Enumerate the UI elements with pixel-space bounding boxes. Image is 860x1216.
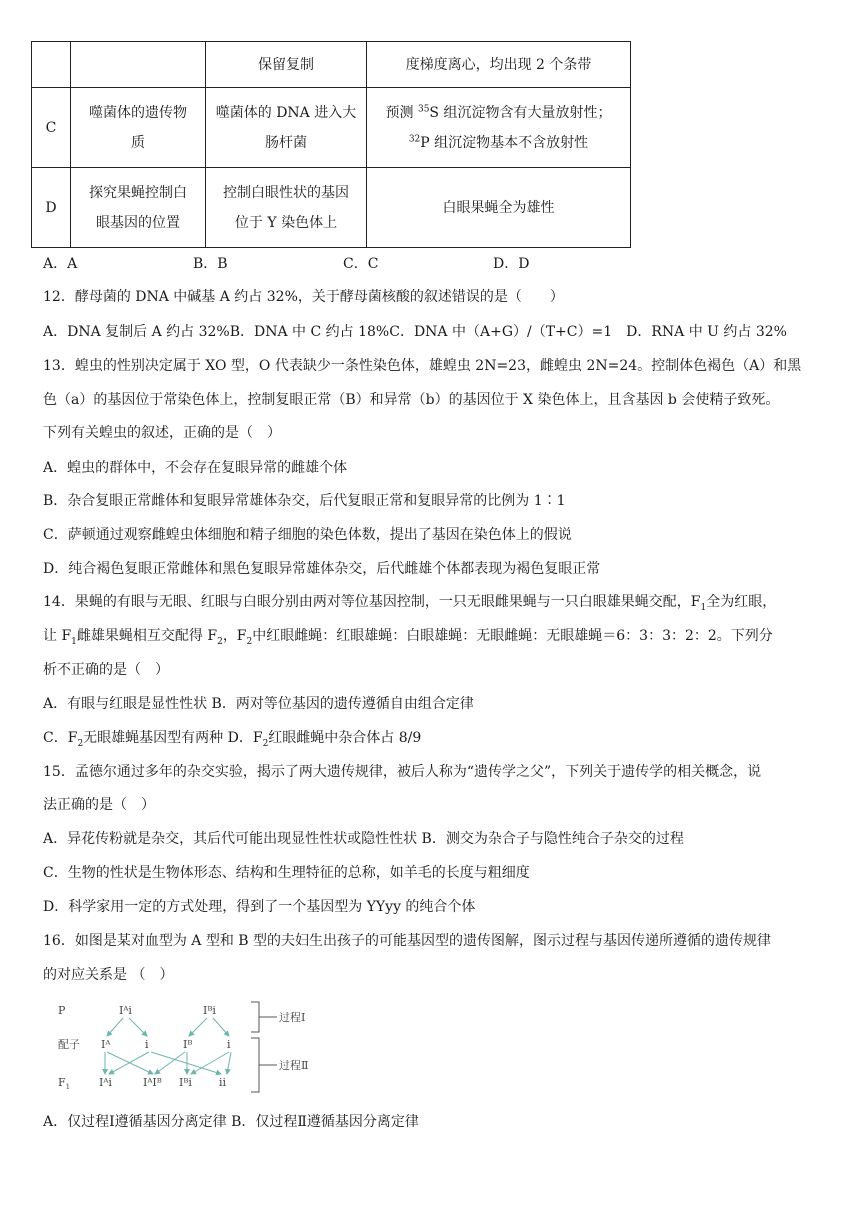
q14-stem-line: 14．果蝇的有眼与无眼、红眼与白眼分别由两对等位基因控制，一只无眼雌果蝇与一只白眼雄果蝇交配，$F_1$全为红眼， [43, 594, 777, 613]
cell-line: $^{32}$P 组沉淀物基本不含放射性 [408, 133, 589, 151]
cell-line: 肠杆菌 [265, 134, 307, 151]
table-cell [367, 88, 631, 168]
row-label: D [32, 168, 71, 248]
offspring-genotype: IᴬIᴮ [143, 1076, 162, 1089]
cell-line: 噬菌体的遗传物 [89, 104, 187, 121]
gamete: Iᴬ [101, 1038, 111, 1051]
table-cell [71, 168, 206, 248]
cross-arrows [105, 1018, 231, 1074]
gamete: i [227, 1038, 231, 1051]
table-row [32, 42, 631, 88]
q15-stem-line: 法正确的是（ ） [43, 797, 155, 813]
table-cell [71, 88, 206, 168]
q12-options: A．DNA 复制后 A 约占 32%B．DNA 中 C 约占 18%C．DNA 中（A+G）/（T+C）=1 D．RNA 中 U 约占 32% [43, 324, 787, 340]
q14-options-cd: C．$F_2$无眼雄蝇基因型有两种 D．$F_2$红眼雌蝇中杂合体占 8/9 [43, 730, 422, 749]
row-label: C [32, 88, 71, 168]
table-cell [206, 168, 367, 248]
q16-stem-line: 的对应关系是 （ ） [43, 967, 174, 983]
genetic-cross-diagram [55, 998, 335, 1098]
cell-line: 位于 Y 染色体上 [234, 214, 338, 231]
table-row [32, 168, 631, 248]
q16-options: A．仅过程Ⅰ遵循基因分离定律 B．仅过程Ⅱ遵循基因分离定律 [43, 1114, 419, 1130]
q16-stem-line: 16．如图是某对血型为 A 型和 B 型的夫妇生出孩子的可能基因型的遗传图解，图示过程与基因传递所遵循的遗传规律 [43, 933, 772, 949]
parent-2-genotype: Iᴮi [203, 1004, 216, 1017]
row-label-f1: $F_1$ [58, 1076, 71, 1091]
q13-option-c: C．萨顿通过观察雌蝗虫体细胞和精子细胞的染色体数，提出了基因在染色体上的假说 [43, 527, 572, 543]
q13-stem-line: 下列有关蝗虫的叙述，正确的是（ ） [43, 425, 281, 441]
row-label-gamete: 配子 [58, 1038, 80, 1051]
offspring-genotype: Iᴮi [179, 1076, 192, 1089]
table-cell: 白眼果蝇全为雄性 [367, 168, 631, 248]
q13-stem-line: 色（a）的基因位于常染色体上，控制复眼正常（B）和异常（b）的基因位于 X 染色体上，且含基因 b 会使精子致死。 [43, 392, 780, 408]
table-row [32, 88, 631, 168]
q13-option-b: B．杂合复眼正常雌体和复眼异常雄体杂交，后代复眼正常和复眼异常的比例为 1∶1 [43, 493, 566, 509]
q15-option-c: C．生物的性状是生物体形态、结构和生理特征的总称，如羊毛的长度与粗细度 [43, 865, 530, 881]
cell-line: 控制白眼性状的基因 [223, 184, 349, 201]
cell-line: 预测 $^{35}$S 组沉淀物含有大量放射性； [385, 103, 612, 121]
question-table [31, 41, 631, 248]
q13-stem-line: 13．蝗虫的性别决定属于 XO 型，O 代表缺少一条性染色体，雄蝗虫 2N=23，雌蝗虫 2N=24。控制体色褐色（A）和黑 [43, 358, 802, 374]
table-cell [32, 42, 71, 88]
cell-line: 噬菌体的 DNA 进入大 [215, 104, 357, 121]
table-cell [71, 42, 206, 88]
q13-option-a: A．蝗虫的群体中，不会存在复眼异常的雌雄个体 [43, 460, 348, 476]
option-d: D．D [493, 256, 530, 272]
table-cell: 度梯度离心，均出现 2 个条带 [367, 42, 631, 88]
process-1-label: 过程Ⅰ [279, 1011, 306, 1024]
cell-line: 质 [131, 134, 145, 151]
q15-options-ab: A．异花传粉就是杂交，其后代可能出现显性性状或隐性性状 B．测交为杂合子与隐性纯合子杂交的过程 [43, 831, 684, 847]
row-label-p: P [58, 1004, 66, 1017]
gamete: i [145, 1038, 149, 1051]
q14-stem-line: 让 $F_1$雌雄果蝇相互交配得 $F_2$，$F_2$中红眼雌蝇：红眼雄蝇：白眼雄蝇：无眼雌蝇：无眼雄蝇＝6：3：3：2：2。下列分 [43, 628, 773, 647]
table-cell: 保留复制 [206, 42, 367, 88]
q15-stem-line: 15．孟德尔通过多年的杂交实验，揭示了两大遗传规律，被后人称为“遗传学之父”，下列关于遗传学的相关概念，说 [43, 764, 762, 780]
q15-option-d: D．科学家用一定的方式处理，得到了一个基因型为 YYyy 的纯合个体 [43, 899, 476, 915]
q14-options-ab: A．有眼与红眼是显性性状 B．两对等位基因的遗传遵循自由组合定律 [43, 696, 474, 712]
q12-stem: 12．酵母菌的 DNA 中碱基 A 约占 32%，关于酵母菌核酸的叙述错误的是（ ） [43, 289, 564, 305]
offspring-genotype: ii [219, 1076, 227, 1089]
q11-options [43, 254, 529, 274]
process-2-label: 过程Ⅱ [279, 1059, 309, 1072]
q13-option-d: D．纯合褐色复眼正常雌体和黑色复眼异常雄体杂交，后代雌雄个体都表现为褐色复眼正常 [43, 561, 601, 577]
option-c: C．C [343, 256, 379, 272]
option-a: A．A [43, 256, 78, 272]
q14-stem-line: 析不正确的是（ ） [43, 662, 169, 678]
cell-line: 眼基因的位置 [96, 214, 180, 231]
option-b: B．B [193, 256, 228, 272]
cell-line: 探究果蝇控制白 [89, 184, 187, 201]
gamete: Iᴮ [183, 1038, 193, 1051]
parent-1-genotype: Iᴬi [119, 1004, 132, 1017]
process-brackets [251, 1002, 277, 1092]
offspring-genotype: Iᴬi [99, 1076, 112, 1089]
table-cell [206, 88, 367, 168]
